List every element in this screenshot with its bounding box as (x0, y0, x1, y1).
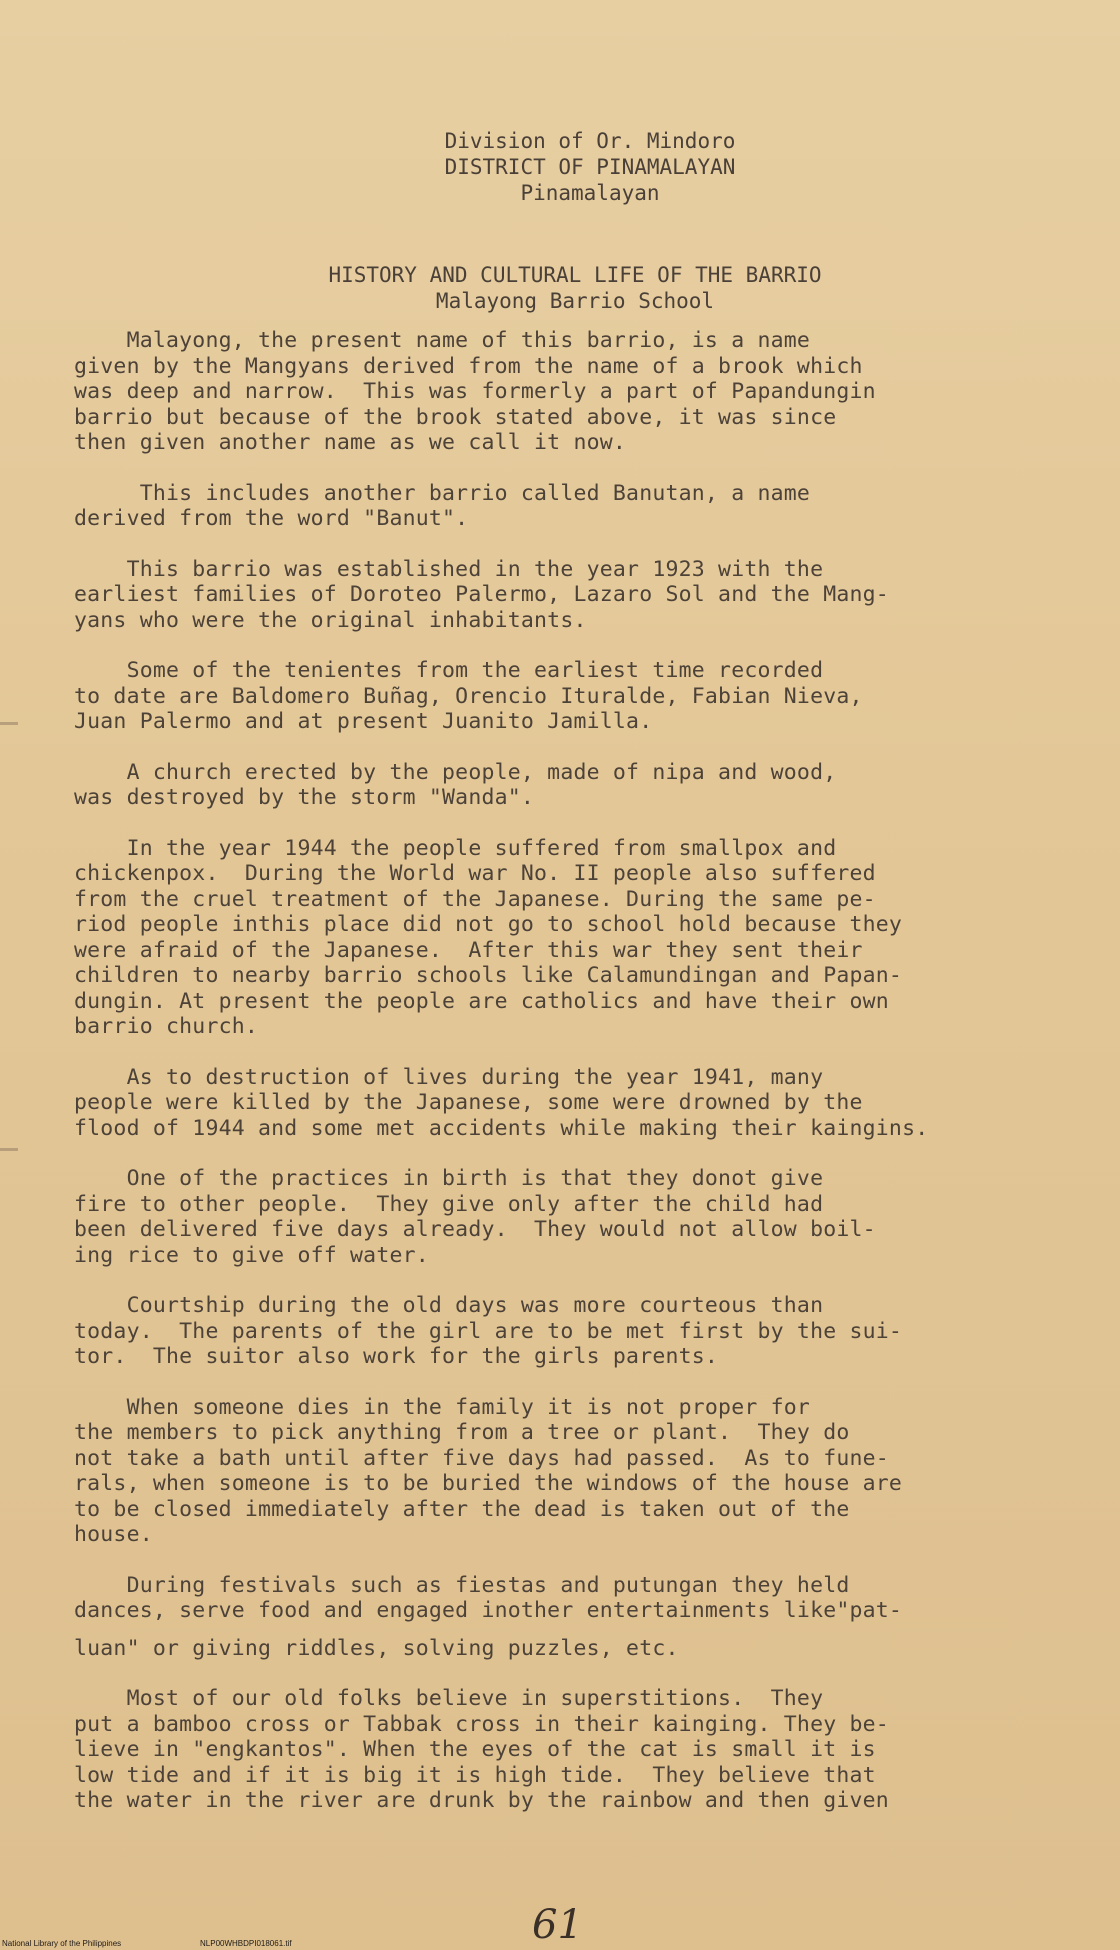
text-line: the members to pick anything from a tree or plant. They do (74, 1420, 850, 1445)
text-line: today. The parents of the girl are to be met first by the sui- (74, 1318, 903, 1344)
subtitle-line: Malayong Barrio School (435, 289, 715, 313)
text-line: children to nearby barrio schools like Calamundingan and Papan- (74, 963, 903, 988)
text-line: house. (74, 1522, 153, 1547)
text-line: Courtship during the old days was more courteous than (74, 1293, 824, 1318)
text-line: fire to other people. They give only after the child had (74, 1191, 824, 1217)
text-line: put a bamboo cross or Tabbak cross in their kainging. They be- (74, 1711, 889, 1737)
text-line: given by the Mangyans derived from the name of a brook which (74, 353, 863, 379)
text-line: This barrio was established in the year 1923 with the (74, 556, 824, 582)
text-line: This includes another barrio called Banutan, a name (74, 480, 811, 506)
text-line: barrio church. (74, 1014, 259, 1039)
text-line: Malayong, the present name of this barrio, is a name (74, 328, 811, 353)
paragraph (74, 1686, 1074, 1814)
paragraph (74, 760, 1074, 811)
paragraph (74, 1293, 1074, 1370)
text-line: not take a bath until after five days had passed. As to fune- (74, 1445, 889, 1471)
paragraph (74, 557, 1074, 634)
paragraph (74, 481, 1074, 532)
footer-file-label: NLP00WHBDPI018061.tif (200, 1939, 292, 1948)
page-number: 61 (532, 1902, 583, 1948)
header-town-line: Pinamalayan (520, 181, 660, 205)
text-line: been delivered five days already. They would not allow boil- (74, 1217, 876, 1242)
text-line: riod people inthis place did not go to school hold because they (74, 912, 903, 937)
text-line: derived from the word "Banut". (74, 506, 469, 531)
paragraph (74, 836, 1074, 1040)
text-line: In the year 1944 the people suffered from smallpox and (74, 835, 837, 861)
text-line: earliest families of Doroteo Palermo, Lazaro Sol and the Mang- (74, 582, 889, 607)
footer-library-label: National Library of the Philippines (2, 1939, 122, 1948)
paragraph (74, 1573, 1074, 1662)
text-line: the water in the river are drunk by the rainbow and then given (74, 1788, 889, 1813)
title-line: HISTORY AND CULTURAL LIFE OF THE BARRIO (328, 263, 822, 287)
paragraph (74, 1166, 1074, 1268)
archive-footer (0, 1938, 1120, 1950)
paragraph (74, 1395, 1074, 1548)
edge-mark (0, 722, 18, 725)
text-line: During festivals such as fiestas and putungan they held (74, 1572, 850, 1598)
edge-mark (0, 1148, 18, 1151)
text-line: ing rice to give off water. (74, 1242, 429, 1268)
text-line: dances, serve food and engaged inother entertainments like"pat- (74, 1598, 903, 1623)
text-line: As to destruction of lives during the year 1941, many (74, 1064, 824, 1090)
text-line: to be closed immediately after the dead is taken out of the (74, 1496, 850, 1522)
text-line: low tide and if it is big it is high tide. They believe that (74, 1762, 876, 1788)
text-line: barrio but because of the brook stated above, it was since (74, 404, 837, 430)
text-line: people were killed by the Japanese, some were drowned by the (74, 1090, 863, 1115)
text-line: Some of the tenientes from the earliest time recorded (74, 658, 824, 683)
paragraph (74, 328, 1074, 456)
text-line: from the cruel treatment of the Japanese. During the same pe- (74, 886, 876, 912)
header-division-line: Division of Or. Mindoro (444, 129, 736, 153)
text-line: rals, when someone is to be buried the windows of the house are (74, 1471, 903, 1496)
text-line: yans who were the original inhabitants. (74, 607, 587, 633)
text-line: to date are Baldomero Buñag, Orencio Ituralde, Fabian Nieva, (74, 683, 863, 709)
text-line: then given another name as we call it now. (74, 430, 627, 455)
text-line: luan" or giving riddles, solving puzzles, etc. (74, 1635, 679, 1661)
header-district-line: DISTRICT OF PINAMALAYAN (444, 155, 736, 179)
paragraph (74, 1065, 1074, 1142)
text-line: tor. The suitor also work for the girls parents. (74, 1344, 719, 1369)
text-line: was destroyed by the storm "Wanda". (74, 785, 535, 810)
text-line: was deep and narrow. This was formerly a part of Papandungin (74, 379, 876, 404)
document-title (0, 262, 1120, 314)
text-line: Most of our old folks believe in superstitions. They (74, 1686, 824, 1711)
document-body (74, 328, 1074, 1839)
paragraph (74, 658, 1074, 735)
text-line: flood of 1944 and some met accidents while making their kaingins. (74, 1115, 929, 1141)
text-line: chickenpox. During the World war No. II people also suffered (74, 861, 876, 886)
text-line: lieve in "engkantos". When the eyes of the cat is small it is (74, 1737, 876, 1762)
text-line: dungin. At present the people are catholics and have their own (74, 988, 889, 1014)
text-line: Juan Palermo and at present Juanito Jamilla. (74, 709, 653, 734)
text-line: When someone dies in the family it is not proper for (74, 1394, 811, 1420)
text-line: A church erected by the people, made of nipa and wood, (74, 759, 837, 785)
text-line: were afraid of the Japanese. After this war they sent their (74, 937, 863, 963)
text-line: One of the practices in birth is that they donot give (74, 1166, 824, 1191)
division-header (0, 128, 1120, 206)
